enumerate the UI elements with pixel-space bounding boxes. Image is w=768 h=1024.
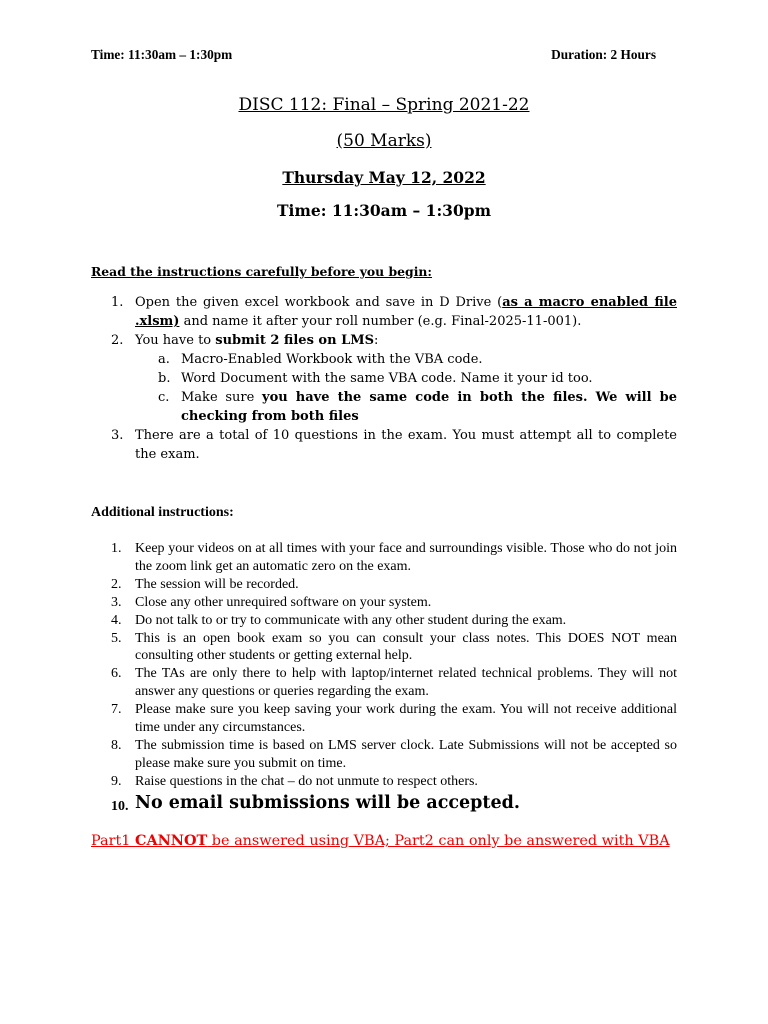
list-item	[91, 630, 677, 666]
item-number: 1.	[111, 295, 124, 310]
note-rest: be answered using VBA; Part2 can only be answered with VBA	[207, 833, 670, 849]
item-text: The TAs are only there to help with laptop/internet related technical problems. They will not answer any questions or queries regarding the exam.	[135, 666, 677, 700]
part-note	[91, 832, 670, 849]
item-number: 9.	[111, 773, 122, 789]
list-item	[91, 773, 677, 791]
item-text: Open the given excel workbook and save in D Drive (	[135, 295, 503, 310]
item-number: 10.	[111, 798, 129, 814]
item-number: 5.	[111, 630, 122, 646]
item-text: Please make sure you keep saving your work during the exam. You will not receive additional time under any circumstances.	[135, 702, 677, 736]
list-item	[91, 426, 677, 464]
item-text: You have to	[135, 333, 216, 348]
item-text: Make sure	[181, 390, 263, 405]
instructions-heading: Read the instructions carefully before you begin:	[91, 264, 433, 279]
item-number: 2.	[111, 576, 122, 592]
item-emphasis: as a macro enabled file .xlsm)	[135, 295, 677, 329]
item-emphasis: submit 2 files on LMS	[215, 333, 374, 348]
additional-list	[91, 540, 677, 815]
item-text: Raise questions in the chat – do not unmute to respect others.	[135, 773, 478, 789]
item-number: 6.	[111, 666, 122, 682]
item-text: Keep your videos on at all times with your face and surroundings visible. Those who do not join the zoom link get an automatic zero on the exam.	[135, 541, 677, 574]
exam-time: Time: 11:30am – 1:30pm	[277, 201, 491, 220]
item-text: The session will be recorded.	[135, 576, 299, 592]
instructions-list	[91, 293, 677, 464]
item-number: 3.	[111, 594, 122, 610]
item-text: There are a total of 10 questions in the exam. You must attempt all to complete the exam.	[135, 428, 677, 462]
list-item	[91, 540, 677, 576]
item-number: 1.	[111, 541, 122, 556]
item-text: This is an open book exam so you can consult your class notes. This DOES NOT mean consulting other students or getting external help.	[135, 630, 677, 664]
item-text: No email submissions will be accepted.	[135, 792, 520, 813]
sub-list-item	[91, 369, 677, 388]
item-number: 8.	[111, 737, 122, 753]
list-item	[91, 293, 677, 331]
item-text: The submission time is based on LMS server clock. Late Submissions will not be accepted so please make sure you submit on time.	[135, 737, 677, 771]
marks-title: (50 Marks)	[336, 131, 432, 151]
note-part1: Part1	[91, 833, 136, 849]
item-number: 3.	[111, 428, 124, 443]
item-text: Do not talk to or try to communicate with any other student during the exam.	[135, 612, 567, 628]
note-cannot: CANNOT	[135, 832, 208, 849]
item-text: Macro-Enabled Workbook with the VBA code.	[181, 352, 483, 367]
course-title: DISC 112: Final – Spring 2021-22	[238, 95, 530, 115]
item-text: :	[374, 333, 379, 348]
sub-item-letter: b.	[158, 371, 171, 386]
list-item	[91, 331, 677, 350]
item-text: Close any other unrequired software on your system.	[135, 594, 432, 610]
list-item-emphasized	[91, 791, 677, 815]
item-number: 4.	[111, 612, 122, 628]
item-number: 2.	[111, 333, 124, 348]
exam-date: Thursday May 12, 2022	[282, 168, 486, 187]
sub-list-item	[91, 350, 677, 369]
item-number: 7.	[111, 702, 122, 718]
list-item	[91, 737, 677, 773]
sub-item-letter: c.	[158, 390, 170, 405]
list-item	[91, 612, 677, 630]
item-text: and name it after your roll number (e.g. Final-2025-11-001).	[179, 314, 582, 329]
additional-heading: Additional instructions:	[91, 505, 234, 520]
item-emphasis: you have the same code in both the files. We will be checking from both files	[181, 390, 677, 424]
list-item	[91, 665, 677, 701]
list-item	[91, 701, 677, 737]
list-item	[91, 576, 677, 594]
list-item	[91, 594, 677, 612]
sub-item-letter: a.	[158, 352, 170, 367]
sub-list-item	[91, 388, 677, 426]
header-time: Time: 11:30am – 1:30pm	[91, 47, 233, 62]
header-duration: Duration: 2 Hours	[551, 47, 656, 62]
item-text: Word Document with the same VBA code. Name it your id too.	[181, 371, 593, 386]
